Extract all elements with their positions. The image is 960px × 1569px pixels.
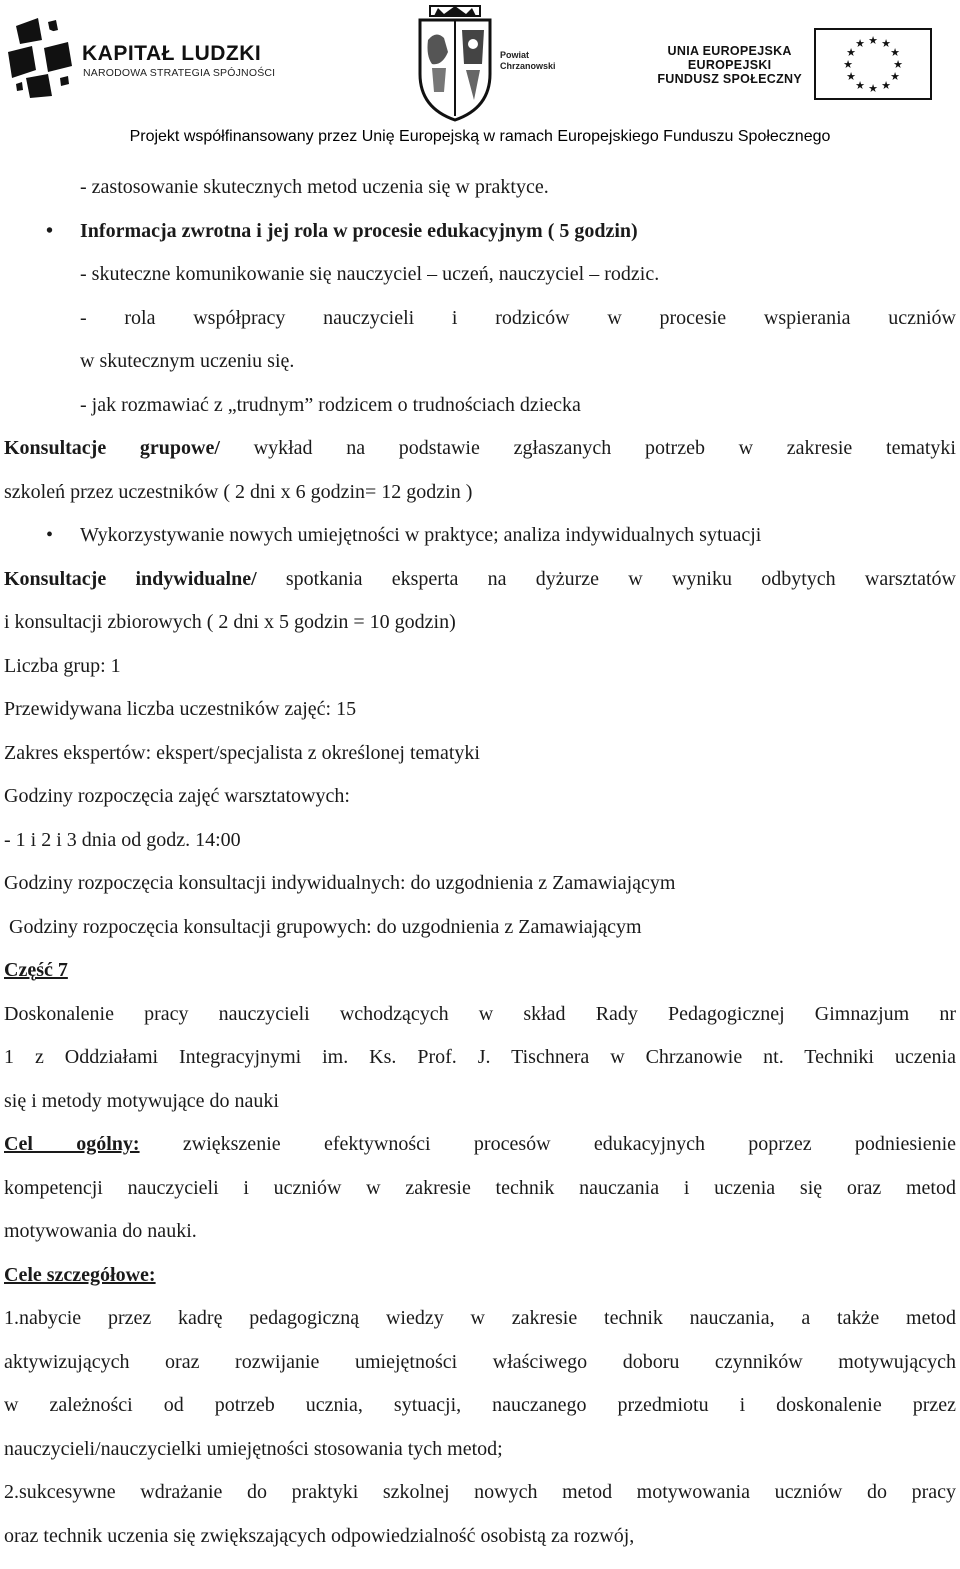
powiat-crest-emblem bbox=[414, 4, 496, 124]
text-line: 2.sukcesywne wdrażanie do praktyki szkolnej nowych metod motywowania uczniów do pracy bbox=[4, 1481, 956, 1503]
bold-label: Cel ogólny: bbox=[4, 1133, 140, 1155]
svg-text:★: ★ bbox=[890, 46, 900, 59]
bold-label: Konsultacje indywidualne/ bbox=[4, 567, 257, 590]
eu-fund-label bbox=[657, 44, 802, 86]
eu-flag-icon bbox=[814, 28, 932, 100]
kapital-ludzki-subtitle: NARODOWA STRATEGIA SPÓJNOŚCI bbox=[83, 67, 276, 79]
svg-text:★: ★ bbox=[855, 37, 865, 50]
text-line: motywowania do nauki. bbox=[4, 1220, 197, 1242]
text-line bbox=[4, 1123, 956, 1167]
text-line: aktywizujących oraz rozwijanie umiejętności właściwego doboru czynników motywujących bbox=[4, 1350, 956, 1373]
bullet-item bbox=[4, 210, 956, 254]
section-heading: Cele szczegółowe: bbox=[4, 1263, 156, 1286]
text-line: 1 z Oddziałami Integracyjnymi im. Ks. Prof. J. Tischnera w Chrzanowie nt. Techniki uczenia bbox=[4, 1046, 956, 1068]
kapital-ludzki-logo bbox=[8, 18, 76, 98]
bullet-text: Wykorzystywanie nowych umiejętności w praktyce; analiza indywidualnych sytuacji bbox=[80, 524, 762, 546]
text-line: Zakres ekspertów: ekspert/specjalista z określonej tematyki bbox=[4, 741, 480, 764]
bullet-text: Informacja zwrotna i jej rola w procesie edukacyjnym ( 5 godzin) bbox=[80, 219, 638, 242]
text-line: Doskonalenie pracy nauczycieli wchodzących w skład Rady Pedagogicznej Gimnazjum nr bbox=[4, 1002, 956, 1025]
svg-text:★: ★ bbox=[846, 70, 856, 83]
bullet-icon: • bbox=[46, 524, 54, 546]
text-line: i konsultacji zbiorowych ( 2 dni x 5 godzin = 10 godzin) bbox=[4, 611, 456, 633]
text-line: Liczba grup: 1 bbox=[4, 654, 121, 677]
text-line: oraz technik uczenia się zwiększających odpowiedzialność osobistą za rozwój, bbox=[4, 1524, 635, 1547]
text-line: szkoleń przez uczestników ( 2 dni x 6 godzin= 12 godzin ) bbox=[4, 480, 473, 503]
bold-label: Konsultacje grupowe/ bbox=[4, 437, 220, 459]
text-line: Przewidywana liczba uczestników zajęć: 15 bbox=[4, 698, 357, 720]
text-line: się i metody motywujące do nauki bbox=[4, 1089, 279, 1112]
powiat-label bbox=[500, 50, 556, 72]
powiat-line-2: Chrzanowski bbox=[500, 61, 556, 71]
text-line: - zastosowanie skutecznych metod uczenia się w praktyce. bbox=[80, 176, 549, 198]
svg-text:★: ★ bbox=[881, 37, 891, 50]
svg-text:★: ★ bbox=[868, 34, 878, 47]
page-header bbox=[0, 0, 960, 150]
text-line: - jak rozmawiać z „trudnym” rodzicem o trudnościach dziecka bbox=[80, 393, 581, 416]
line-rest: wykład na podstawie zgłaszanych potrzeb w zakresie tematyki bbox=[219, 437, 956, 459]
text-line: - skuteczne komunikowanie się nauczyciel – uczeń, nauczyciel – rodzic. bbox=[80, 263, 660, 285]
project-cofinancing-line: Projekt współfinansowany przez Unię Europejską w ramach Europejskiego Funduszu Społecznego bbox=[129, 128, 831, 145]
text-line: Godziny rozpoczęcia zajęć warsztatowych: bbox=[4, 785, 350, 807]
line-rest: zwiększenie efektywności procesów edukacyjnych poprzez podniesienie bbox=[139, 1133, 957, 1155]
svg-text:★: ★ bbox=[846, 46, 856, 59]
text-line bbox=[4, 558, 956, 602]
line-rest: spotkania eksperta na dyżurze w wyniku odbytych warsztatów bbox=[256, 567, 956, 590]
eu-line-2: EUROPEJSKI bbox=[687, 58, 772, 72]
svg-text:★: ★ bbox=[855, 79, 865, 92]
text-line: w skutecznym uczeniu się. bbox=[80, 350, 295, 372]
text-line: Godziny rozpoczęcia konsultacji indywidualnych: do uzgodnienia z Zamawiającym bbox=[4, 872, 676, 894]
text-line: w zależności od potrzeb ucznia, sytuacji, nauczanego przedmiotu i doskonalenie przez bbox=[4, 1394, 956, 1416]
text-line: - 1 i 2 i 3 dnia od godz. 14:00 bbox=[4, 828, 241, 851]
svg-text:★: ★ bbox=[890, 70, 900, 83]
bullet-icon: • bbox=[46, 219, 54, 242]
section-heading: Część 7 bbox=[4, 959, 68, 981]
svg-text:★: ★ bbox=[881, 79, 891, 92]
text-line: kompetencji nauczycieli i uczniów w zakresie technik nauczania i uczenia się oraz metod bbox=[4, 1176, 956, 1199]
text-line: Godziny rozpoczęcia konsultacji grupowych: do uzgodnienia z Zamawiającym bbox=[4, 915, 642, 938]
eu-line-1: UNIA EUROPEJSKA bbox=[667, 44, 792, 58]
kapital-ludzki-title: KAPITAŁ LUDZKI bbox=[82, 42, 262, 65]
svg-text:★: ★ bbox=[868, 82, 878, 95]
document-body bbox=[4, 166, 956, 1558]
eu-line-3: FUNDUSZ SPOŁECZNY bbox=[657, 72, 802, 86]
text-line: 1.nabycie przez kadrę pedagogiczną wiedzy w zakresie technik nauczania, a także metod bbox=[4, 1307, 956, 1329]
text-line: - rola współpracy nauczycieli i rodziców w procesie wspierania uczniów bbox=[80, 306, 956, 329]
bullet-item bbox=[4, 514, 956, 558]
svg-text:★: ★ bbox=[843, 58, 853, 71]
powiat-line-1: Powiat bbox=[500, 50, 530, 60]
text-line: nauczycieli/nauczycielki umiejętności stosowania tych metod; bbox=[4, 1437, 503, 1460]
svg-text:★: ★ bbox=[893, 58, 903, 71]
text-line bbox=[4, 427, 956, 471]
